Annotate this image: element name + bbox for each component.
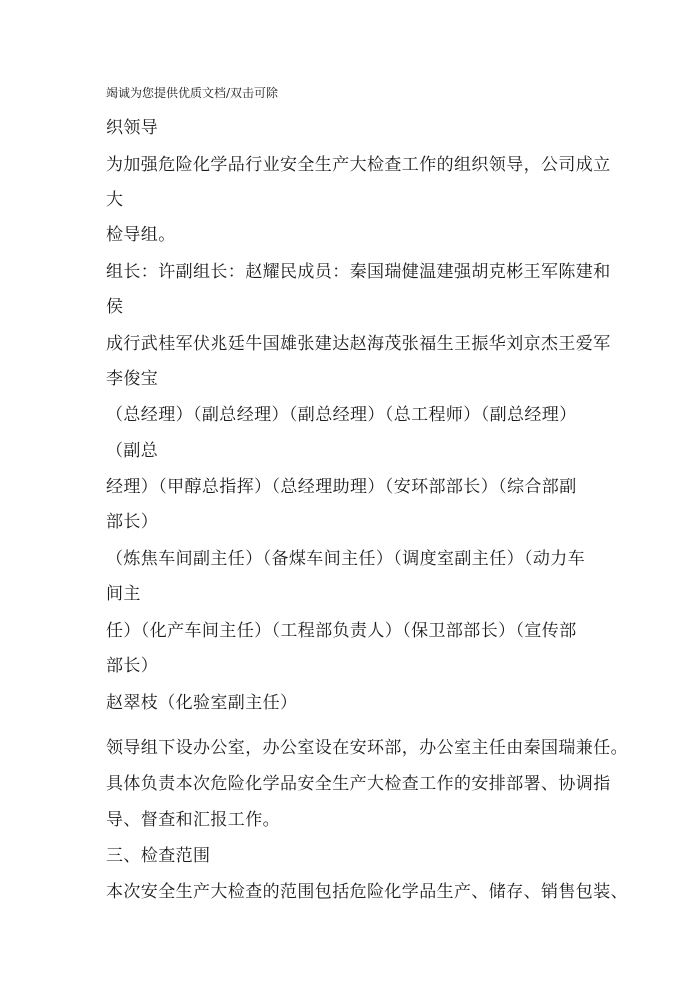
text-line: （炼焦车间副主任）（备煤车间主任）（调度室副主任）（动力车	[106, 549, 586, 569]
text-line: 经理）（甲醇总指挥）（总经理助理）（安环部部长）（综合部副	[106, 477, 577, 497]
text-line: 领导组下设办公室，办公室设在安环部，办公室主任由秦国瑞兼任。	[106, 738, 628, 758]
text-line: （总经理）（副总经理）（副总经理）（总工程师）（副总经理）	[106, 405, 577, 425]
text-line: 组长：许副组长：赵耀民成员：秦国瑞健温建强胡克彬王军陈建和	[106, 262, 611, 282]
text-line: 导、督查和汇报工作。	[106, 810, 280, 830]
text-line: 赵翠枝（化验室副主任）	[106, 693, 298, 713]
text-line: 为加强危险化学品行业安全生产大检查工作的组织领导，公司成立	[106, 155, 611, 175]
text-line: 部长）	[106, 656, 159, 676]
text-line: 织领导	[106, 118, 159, 138]
section-heading: 三、检查范围	[106, 846, 211, 866]
text-line: 本次安全生产大检查的范围包括危险化学品生产、储存、销售包装、	[106, 882, 628, 902]
text-line: 具体负责本次危险化学品安全生产大检查工作的安排部署、协调指	[106, 774, 611, 794]
text-line: 李俊宝	[106, 369, 159, 389]
page-header-text: 竭诚为您提供优质文档/双击可除	[106, 86, 279, 100]
text-line: 任）（化产车间主任）（工程部负责人）（保卫部部长）（宣传部	[106, 621, 577, 641]
text-line: （副总	[106, 441, 159, 461]
text-line: 侯	[106, 297, 124, 317]
text-line: 间主	[106, 584, 141, 604]
text-line: 成行武桂军伏兆廷牛国雄张建达赵海茂张福生王振华刘京杰王爱军	[106, 334, 611, 354]
text-line: 部长）	[106, 512, 159, 532]
text-line: 检导组。	[106, 225, 176, 245]
text-line: 大	[106, 190, 124, 210]
